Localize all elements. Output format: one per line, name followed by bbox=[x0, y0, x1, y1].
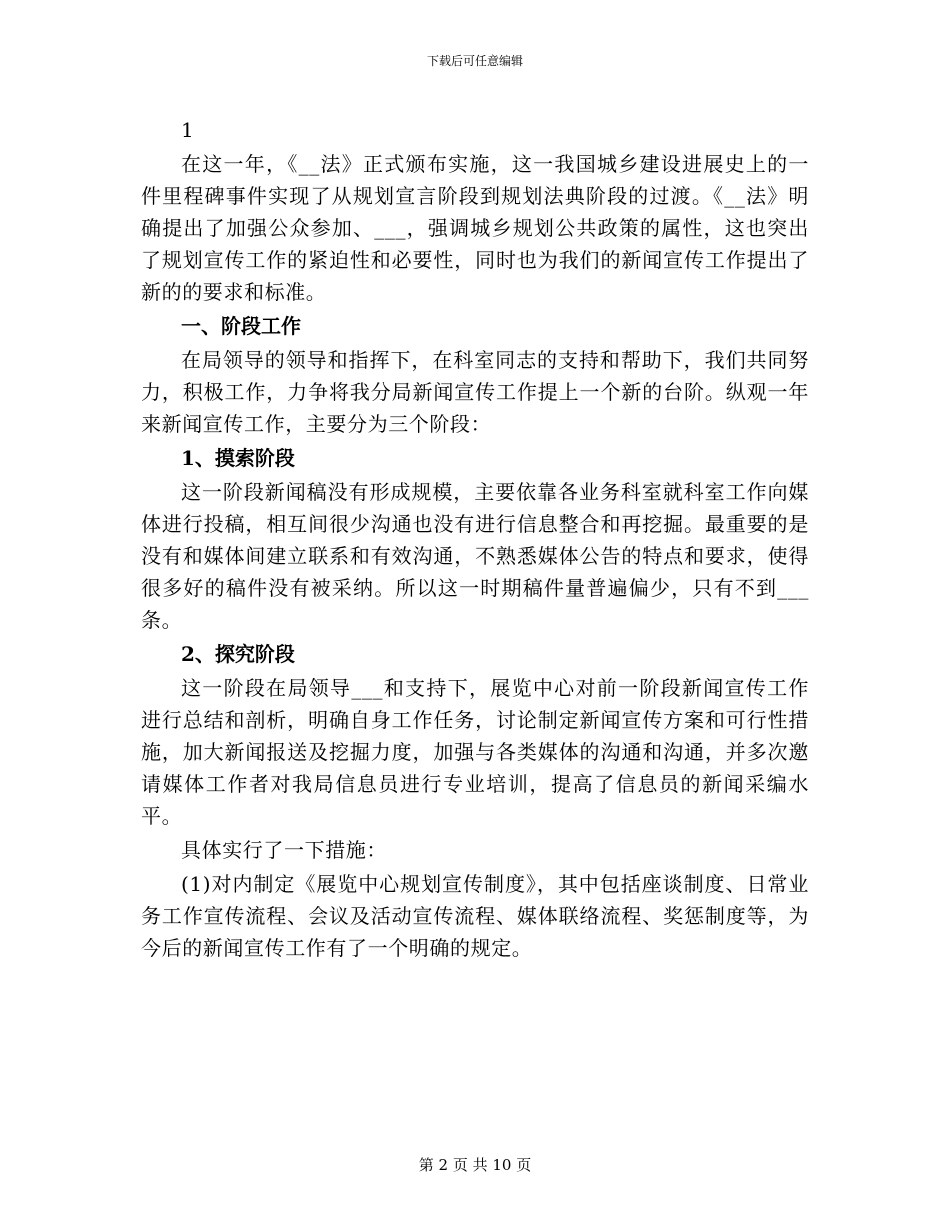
section-number: 1 bbox=[181, 118, 194, 142]
paragraph-measures-intro: 具体实行了一下措施： bbox=[181, 838, 387, 862]
paragraph-intro: 在这一年，《__法》正式颁布实施，这一我国城乡建设进展史上的一件里程碑事件实现了从规划宣言阶段到规划法典阶段的过渡。《__法》明确提出了加强公众参加、___，强调城乡规划公共政策的属性，这也突出了规划宣传工作的紧迫性和必要性，同时也为我们的新闻宣传工作提出了新的的要求和标准。 bbox=[141, 152, 809, 304]
paragraph-stage-overview: 在局领导的领导和指挥下，在科室同志的支持和帮助下，我们共同努力，积极工作，力争将我分局新闻宣传工作提上一个新的台阶。纵观一年来新闻宣传工作，主要分为三个阶段： bbox=[141, 348, 809, 436]
document-body bbox=[141, 114, 809, 966]
heading-stage-work: 一、阶段工作 bbox=[181, 314, 301, 338]
paragraph-exploration: 这一阶段新闻稿没有形成规模，主要依靠各业务科室就科室工作向媒体进行投稿，相互间很少沟通也没有进行信息整合和再挖掘。最重要的是没有和媒体间建立联系和有效沟通，不熟悉媒体公告的特点和要求，使得很多好的稿件没有被采纳。所以这一时期稿件量普遍偏少，只有不到___条。 bbox=[141, 480, 809, 632]
page-footer: 第 2 页 共 10 页 bbox=[418, 1156, 532, 1174]
paragraph-measure-1: (1)对内制定《展览中心规划宣传制度》，其中包括座谈制度、日常业务工作宣传流程、会议及活动宣传流程、媒体联络流程、奖惩制度等，为今后的新闻宣传工作有了一个明确的规定。 bbox=[141, 872, 809, 960]
paragraph-research: 这一阶段在局领导___和支持下，展览中心对前一阶段新闻宣传工作进行总结和剖析，明确自身工作任务，讨论制定新闻宣传方案和可行性措施，加大新闻报送及挖掘力度，加强与各类媒体的沟通和沟通，并多次邀请媒体工作者对我局信息员进行专业培训，提高了信息员的新闻采编水平。 bbox=[141, 676, 809, 828]
heading-research-stage: 2、探究阶段 bbox=[181, 642, 295, 666]
page-header: 下载后可任意编辑 bbox=[426, 54, 523, 68]
heading-exploration-stage: 1、摸索阶段 bbox=[181, 446, 295, 470]
